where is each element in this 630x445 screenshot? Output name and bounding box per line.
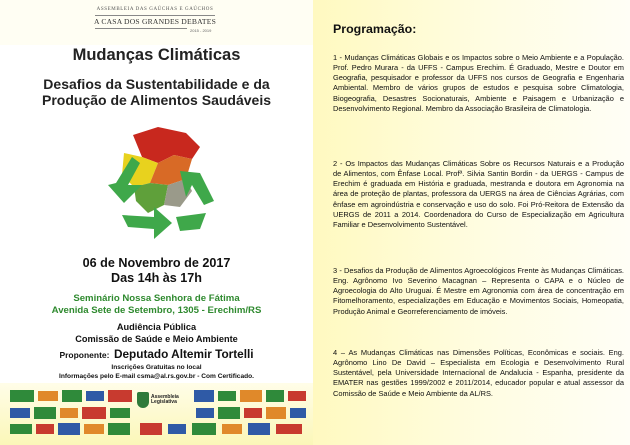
sponsor-logo <box>194 390 214 402</box>
event-title: Mudanças Climáticas <box>72 46 241 64</box>
recycle-arrow-bottom-right <box>176 213 206 231</box>
event-date: 06 de Novembro de 2017 <box>82 256 231 270</box>
header-rule-bottom <box>95 28 187 29</box>
assembleia-line-2: Legislativa <box>151 399 177 405</box>
contact-info: Informações pelo E-mail csma@al.rs.gov.br - Com Certificado. <box>58 373 254 380</box>
event-subtitle <box>0 76 313 108</box>
sponsor-logo <box>240 390 262 402</box>
assembleia-emblem-icon <box>137 392 149 408</box>
sponsor-logo <box>218 391 236 401</box>
sponsor-logo <box>218 407 240 419</box>
proponent-name: Deputado Altemir Tortelli <box>113 347 254 361</box>
debates-title: A CASA DOS GRANDES DEBATES <box>93 17 217 26</box>
registration-info: Inscrições Gratuitas no local <box>111 364 202 371</box>
sponsor-logo <box>86 391 104 401</box>
program-item: 2 - Os Impactos das Mudanças Climáticas Sobre os Recursos Naturais e a Produção de Alimentos, com Ênfase Local. Profª. Silvia Santin Bordin - da UERGS - Campus de Erechim é graduada em História e graduada, mestranda e doutora em Agronomia na área de proteção de plantas, professora da UERGS na área de Ciências Agrárias, com ênfase em agroindústria e conservação e uso do solo. Foi Pró-Reitora de Extensão da UERGS de 2011 a 2014. Coordenadora do Curso de Especialização em Agricultura Familiar e Desenvolvimento Sustentável. <box>333 159 624 229</box>
hearing-committee: Comissão de Saúde e Meio Ambiente <box>75 334 238 344</box>
event-time: Das 14h às 17h <box>110 271 202 285</box>
sponsor-logo <box>266 407 286 419</box>
sponsor-logo <box>36 424 54 434</box>
sponsor-logo <box>266 390 284 402</box>
sponsor-logo <box>244 408 262 418</box>
sponsor-logo <box>34 407 56 419</box>
venue-address: Avenida Sete de Setembro, 1305 - Erechim/RS <box>51 305 262 316</box>
assembly-title: ASSEMBLEIA DAS GAÚCHAS E GAÚCHOS <box>96 7 214 12</box>
sponsor-logo <box>58 423 80 435</box>
sponsor-logo <box>10 424 32 434</box>
assembleia-legislativa-logo <box>137 390 187 410</box>
sponsor-logo <box>110 408 130 418</box>
sponsor-logo <box>276 424 302 434</box>
subtitle-line-1: Desafios da Sustentabilidade e da <box>43 76 270 92</box>
program-item: 4 – As Mudanças Climáticas nas Dimensões Políticas, Econômicas e sociais. Eng. Agrônomo Lino De David – Especialista em Ecologia e Desenvolvimento Rural Sustentável, pela Universidade Internacional de Andalucia - Espanha, presidente da EMATER nas gestões 1999/2002 e 2011/2014, educador popular e atual assessor da Comissão de Saúde e Meio Ambiente da AL/RS. <box>333 348 624 398</box>
subtitle-line-2: Produção de Alimentos Saudáveis <box>42 92 271 108</box>
sponsor-logo <box>84 424 104 434</box>
sponsor-logo <box>82 407 106 419</box>
sponsor-logo <box>248 423 270 435</box>
sponsor-logo <box>60 408 78 418</box>
sponsor-logo <box>222 424 242 434</box>
assembleia-line-1: Assembleia <box>151 393 179 400</box>
proponent <box>0 345 313 363</box>
sponsor-logo <box>10 390 34 402</box>
program-title: Programação: <box>333 22 417 36</box>
sponsor-logo <box>62 390 82 402</box>
debates-years: 2015 - 2019 <box>190 28 212 33</box>
sponsor-logo <box>168 424 186 434</box>
sponsor-logo <box>140 423 162 435</box>
hearing-type: Audiência Pública <box>116 322 197 332</box>
sponsor-logo <box>196 408 214 418</box>
sponsor-logo <box>108 423 130 435</box>
proponent-label: Proponente: <box>59 350 110 360</box>
sponsor-logo <box>290 408 306 418</box>
program-item: 3 - Desafios da Produção de Alimentos Agroecológicos Frente às Mudanças Climáticas. Eng. Agrônomo Ivo Severino Macagnan – Representa o CAPA e o Núcleo de Agroecologia do Alto Uruguai. É Mestre em Agronomia com área de concentração em Fitomelhoramento, especializações em Educação e Movimentos Sociais, Homeopatia, Produção Animal e Georreferenciamento de imóveis. <box>333 266 624 316</box>
recycle-map-emblem <box>88 113 228 251</box>
venue-name: Seminário Nossa Senhora de Fátima <box>73 293 240 304</box>
sponsor-logo <box>288 391 306 401</box>
sponsor-logo <box>108 390 132 402</box>
program-item: 1 - Mudanças Climáticas Globais e os Impactos sobre o Meio Ambiente e a População. Prof. Pedro Murara - da UFFS - Campus Erechim. É Graduado, Mestre e Doutor em Geografia, pesquisador e professor da UFFS nos cursos de Geografia e Engenharia Ambiental. Membro de vários grupos de estudos e pesquisa sobre Climatologia, Biogeografia, Desastres Socionaturais, Ambiente e Paisagem e Urbanização e Desenvolvimento Regional. Membro da Associação Brasileira de Climatologia. <box>333 53 624 113</box>
event-flyer <box>0 0 313 445</box>
header-rule-top <box>95 15 215 16</box>
sponsor-logo <box>38 391 58 401</box>
sponsor-logo <box>10 408 30 418</box>
program-panel <box>313 0 630 445</box>
sponsor-logo <box>192 423 216 435</box>
